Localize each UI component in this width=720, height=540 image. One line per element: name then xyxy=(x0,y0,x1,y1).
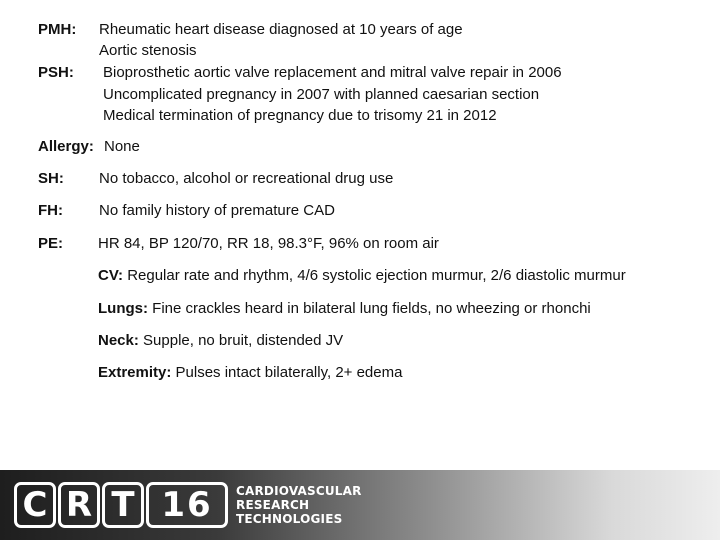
fh-value: No family history of premature CAD xyxy=(99,202,335,219)
psh-line: Medical termination of pregnancy due to trisomy 21 in 2012 xyxy=(103,107,497,124)
logo-letter-box: R xyxy=(58,482,100,528)
pe-cv-row xyxy=(98,267,626,285)
pe-lungs-row xyxy=(98,300,591,318)
sh-value: No tobacco, alcohol or recreational drug use xyxy=(99,170,394,187)
pmh-line: Aortic stenosis xyxy=(99,42,197,59)
allergy-label: Allergy: xyxy=(38,138,94,155)
pe-extremity-value: Pulses intact bilaterally, 2+ edema xyxy=(175,364,403,381)
pe-neck-value: Supple, no bruit, distended JV xyxy=(143,332,344,349)
pe-label: PE: xyxy=(38,235,64,252)
logo-letter-box: C xyxy=(14,482,56,528)
logo-wordmark-line: TECHNOLOGIES xyxy=(236,512,343,526)
psh-label: PSH: xyxy=(38,64,74,81)
psh-line: Uncomplicated pregnancy in 2007 with planned caesarian section xyxy=(103,86,540,103)
pe-cv-label: CV: xyxy=(98,267,124,284)
pe-neck-label: Neck: xyxy=(98,332,139,349)
allergy-value: None xyxy=(104,138,140,155)
fh-label: FH: xyxy=(38,202,63,219)
pmh-label: PMH: xyxy=(38,21,77,38)
logo-number-box: 16 xyxy=(146,482,228,528)
pe-cv-value: Regular rate and rhythm, 4/6 systolic ejection murmur, 2/6 diastolic murmur xyxy=(127,267,626,284)
pe-lungs-value: Fine crackles heard in bilateral lung fields, no wheezing or rhonchi xyxy=(152,300,591,317)
logo-wordmark xyxy=(236,484,362,526)
logo-wordmark-line: RESEARCH xyxy=(236,498,310,512)
pe-lungs-label: Lungs: xyxy=(98,300,148,317)
logo-wordmark-line: CARDIOVASCULAR xyxy=(236,484,362,498)
footer-banner xyxy=(0,470,720,540)
psh-line: Bioprosthetic aortic valve replacement and mitral valve repair in 2006 xyxy=(103,64,562,81)
pe-vitals: HR 84, BP 120/70, RR 18, 98.3°F, 96% on room air xyxy=(98,235,439,252)
sh-label: SH: xyxy=(38,170,64,187)
pe-extremity-label: Extremity: xyxy=(98,364,172,381)
logo-letter-box: T xyxy=(102,482,144,528)
pe-extremity-row xyxy=(98,364,402,382)
pmh-line: Rheumatic heart disease diagnosed at 10 years of age xyxy=(99,21,463,38)
pe-neck-row xyxy=(98,332,343,350)
